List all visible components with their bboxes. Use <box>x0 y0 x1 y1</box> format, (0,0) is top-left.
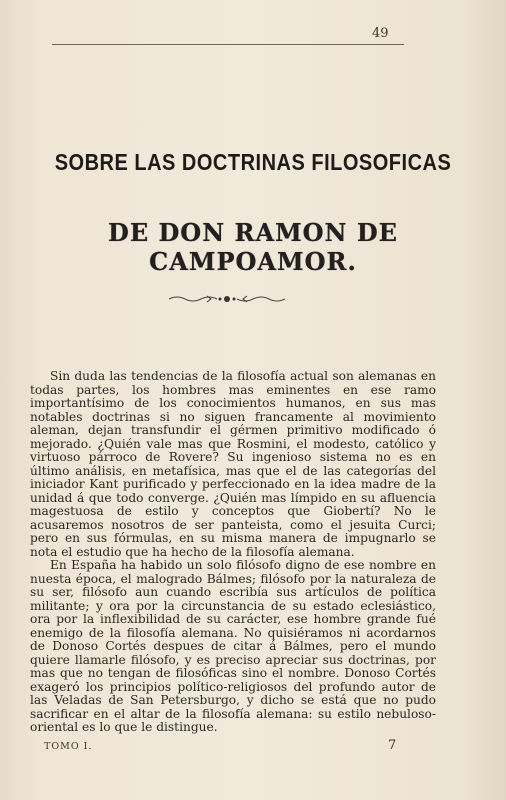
paragraph-1: Sin duda las tendencias de la filosofía actual son alemanas en todas partes, los hombres mas eminentes en ese ramo importantísimo de los conocimientos humanos, en sus mas notables doctrinas si no siguen francamente al movimiento aleman, dejan transfundir el gérmen primitivo modificado ó mejorado. ¿Quién vale mas que Rosmini, el modesto, católico y virtuoso párroco de Rovere? Su ingenioso sistema no es en último análisis, en metafísica, mas que el de las categorías del iniciador Kant purificado y perfeccionado en la idea madre de la unidad á que todo converge. ¿Quién mas límpido en su afluencia magestuosa de estilo y conceptos que Giobertí? No le acusaremos nosotros de ser panteista, como el jesuita Curci; pero en sus fórmulas, en su misma manera de impugnarlo se nota el estudio que ha hecho de la filosofía alemana. <box>30 369 436 559</box>
footer-sheet-mark: 7 <box>388 738 397 753</box>
page-number: 49 <box>372 26 389 41</box>
footer-signature: TOMO I. <box>44 741 93 752</box>
title-line-2: DE DON RAMON DE CAMPOAMOR. <box>108 218 398 276</box>
body-text <box>30 370 436 735</box>
header-rule <box>52 44 404 45</box>
title-line-1: SOBRE LAS DOCTRINAS FILOSOFICAS <box>54 150 452 176</box>
paragraph-2: En España ha habido un solo filósofo digno de ese nombre en nuesta época, el malogrado Bálmes; filósofo por la naturaleza de su ser, filósofo aun cuando escribía sus artículos de política militante; y ora por la circunstancia de su estado eclesiástico, ora por la inflexibilidad de su carácter, ese hombre grande fué enemigo de la filosofía alemana. No quisiéramos ni acordarnos de Donoso Cortés despues de citar á Bálmes, pero el mundo quiere llamarle filósofo, y es preciso apreciar sus doctrinas, por mas que no tengan de filosóficas sino el nombre. Donoso Cortés exageró los principios político-religiosos del profundo autor de las Veladas de San Petersburgo, y dicho se está que no pudo sacrificar en el altar de la filosofía alemana: su estilo nebuloso-oriental es lo que le distingue. <box>30 558 436 734</box>
ornament-divider-icon <box>167 292 287 306</box>
